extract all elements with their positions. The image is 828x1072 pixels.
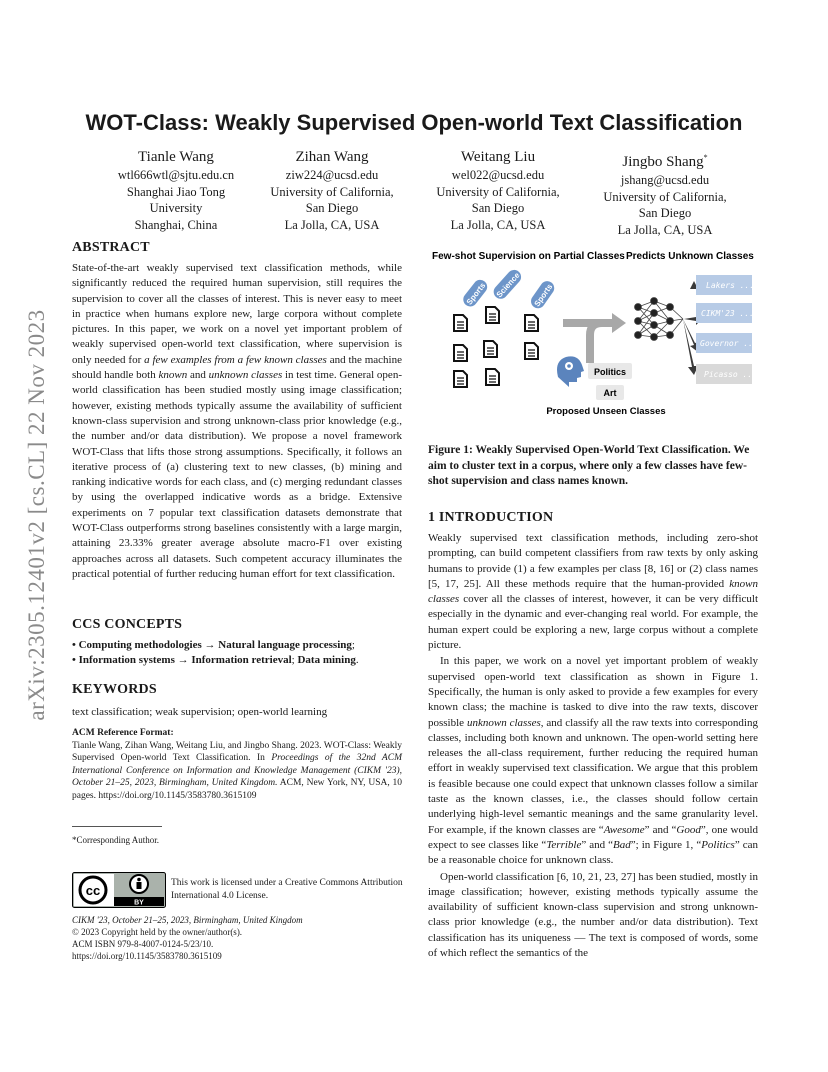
author-affil: University of California, bbox=[603, 189, 727, 204]
isbn: ACM ISBN 979-8-4007-0124-5/23/10. bbox=[72, 939, 214, 949]
cc-by-badge[interactable] bbox=[72, 872, 166, 908]
footnote-rule bbox=[72, 826, 162, 827]
conference-info bbox=[72, 914, 402, 962]
figure-label-left: Few-shot Supervision on Partial Classes bbox=[432, 251, 625, 262]
output-box bbox=[696, 275, 754, 295]
reference-text: Tianle Wang, Zihan Wang, Weitang Liu, and Jingbo Shang. 2023. WOT-Class: Weakly Supervised Open-world Text Classification. In Proceedings of the 32nd ACM International Conference on Information and Knowledge Management (CIKM '23), October 21–25, 2023, Birmingham, United Kingdom. ACM, New York, NY, USA, 10 pages. https://doi.org/10.1145/3583780.3615109 bbox=[72, 740, 403, 801]
author-name: Weitang Liu bbox=[460, 149, 536, 165]
intro-paragraph: In this paper, we work on a novel yet important problem of weakly supervised open-world text classification as shown in Figure 1. Specifically, the human is only asked to provide a few examples for every known class; the machine is tasked to dive into the raw texts, discover possible unknown classes, and classify all the raw texts into corresponding classes, including both known and unknown. The open-world setting here releases the all-class requirement, further reducing the required human effort in weakly supervised text classification. We argue that this problem is feasible because one could expect that unknown classes follow a similar taste as the known classes, i.e., the classes should follow certain underlying high-level semantic meanings and the same granularity level. For example, if the known classes are “Awesome” and “Good”, one would expect to see classes like “Terrible” and “Bad”; in Figure 1, “Politics” can be a reasonable choice for unknown class. bbox=[428, 655, 759, 867]
footnote: *Corresponding Author. bbox=[72, 835, 159, 845]
tag-science bbox=[491, 267, 524, 302]
author-affil: La Jolla, CA, USA bbox=[450, 217, 546, 232]
human-head-icon bbox=[557, 356, 584, 387]
document-icon bbox=[486, 369, 499, 385]
keywords-section bbox=[72, 682, 402, 720]
author-block bbox=[96, 148, 256, 233]
document-icon bbox=[525, 315, 538, 331]
license-text: This work is licensed under a Creative Commons Attribution International 4.0 License. bbox=[171, 878, 403, 901]
arxiv-stamp bbox=[22, 275, 52, 755]
conference-venue: CIKM '23, October 21–25, 2023, Birmingham, United Kingdom bbox=[72, 915, 303, 925]
doi-link[interactable]: https://doi.org/10.1145/3583780.3615109 bbox=[72, 951, 222, 961]
author-affil: La Jolla, CA, USA bbox=[284, 217, 380, 232]
reference-heading: ACM Reference Format: bbox=[72, 728, 174, 738]
author-affil: San Diego bbox=[638, 206, 692, 220]
document-icon bbox=[486, 307, 499, 323]
output-box bbox=[696, 333, 758, 353]
svg-text:Lakers ...: Lakers ... bbox=[706, 281, 755, 290]
author-block bbox=[585, 148, 745, 238]
author-name: Tianle Wang bbox=[138, 149, 214, 165]
document-icons bbox=[454, 307, 538, 387]
document-icon bbox=[525, 343, 538, 359]
ccs-line: • Information systems → Information retrieval; Data mining. bbox=[72, 654, 359, 667]
svg-text:Art: Art bbox=[603, 388, 617, 398]
author-block bbox=[418, 148, 578, 233]
intro-paragraph: Open-world classification [6, 10, 21, 23, 27] has been studied, mostly in image classification; however, existing methods typically assume the availability of sufficient known-class supervision and strong unknown-class prior knowledge (e.g., the number and/or data distribution). Text classification has its uniqueness — The text is composed of words, some of which reflect the semantics of the bbox=[428, 870, 758, 960]
author-affil: University of California, bbox=[436, 184, 560, 199]
figure-1 bbox=[428, 245, 758, 425]
author-affil: San Diego bbox=[305, 201, 359, 215]
author-name: Jingbo Shang* bbox=[622, 153, 708, 170]
document-icon bbox=[454, 315, 467, 331]
author-affil: Shanghai Jiao Tong bbox=[126, 184, 226, 199]
introduction-heading: 1 INTRODUCTION bbox=[428, 510, 554, 525]
unseen-class-art bbox=[596, 385, 624, 400]
figure-1-diagram bbox=[428, 245, 758, 425]
by-text: BY bbox=[134, 899, 144, 907]
author-affil: La Jolla, CA, USA bbox=[617, 222, 713, 237]
arxiv-id: arXiv:2305.12401v2 [cs.CL] 22 Nov 2023 bbox=[24, 309, 49, 721]
cc-text: cc bbox=[85, 883, 101, 898]
abstract-text: State-of-the-art weakly supervised text classification methods, while significantly reduced the required human supervision, still requires the supervision to cover all the classes of interest. This is never easy to meet in practice when humans explore new, large corpora without complete pictures. In this paper, we work on a novel yet important problem of weakly supervised open-world text classification, where supervision is only needed for a few examples from a few known classes and the machine should handle both known and unknown classes in test time. General open-world classification has been studied mostly using image classification; however, existing methods typically assume the availability of sufficient known-class supervision and strong unknown-class prior knowledge (e.g., the number and/or data distribution). We propose a novel framework WOT-Class that lifts those strong assumptions. Specifically, it follows an iterative process of (a) clustering text to new classes, (b) mining and ranking indicative words for each class, and (c) merging redundant classes by using the overlapped indicative words as a bridge. Extensive experiments on 7 popular text classification datasets demonstrate that WOT-Class outperforms strong baselines consistently with a large margin, attaining 23.33% greater average absolute macro-F1 over existing approaches across all datasets. Such competent accuracy illuminates the practical potential of further reducing human effort for text classification. bbox=[72, 262, 402, 580]
svg-text:Picasso ...: Picasso ... bbox=[704, 370, 757, 379]
document-icon bbox=[454, 371, 467, 387]
author-block bbox=[252, 148, 412, 233]
svg-text:Sports: Sports bbox=[464, 281, 488, 307]
author-email: ziw224@ucsd.edu bbox=[285, 168, 379, 182]
merge-arrow-icon bbox=[563, 313, 626, 363]
paper-title: WOT-Class: Weakly Supervised Open-world Text Classification bbox=[85, 110, 743, 135]
keywords-heading: KEYWORDS bbox=[72, 682, 157, 697]
author-affil: University bbox=[149, 201, 203, 215]
ccs-line: • Computing methodologies → Natural language processing; bbox=[72, 639, 355, 651]
author-affil: University of California, bbox=[270, 184, 394, 199]
unseen-class-politics bbox=[588, 363, 632, 379]
cc-by-icon bbox=[72, 872, 166, 908]
svg-text:Governor ...: Governor ... bbox=[700, 339, 758, 348]
ccs-section bbox=[72, 617, 402, 669]
document-icon bbox=[454, 345, 467, 361]
figure-caption: Figure 1: Weakly Supervised Open-World Text Classification. We aim to cluster text in a corpus, where only a few classes have few-shot supervision and class names known. bbox=[428, 444, 750, 487]
abstract-heading: ABSTRACT bbox=[72, 240, 150, 255]
author-email: wel022@ucsd.edu bbox=[451, 168, 545, 182]
abstract-section bbox=[72, 240, 402, 582]
document-icon bbox=[484, 341, 497, 357]
unseen-classes-label: Proposed Unseen Classes bbox=[546, 406, 666, 417]
introduction-section bbox=[428, 510, 758, 961]
intro-paragraph: Weakly supervised text classification methods, including zero-shot prompting, can build competent classifiers from raw texts by only asking humans to provide (1) a few examples per class [8, 16] or (2) class names [5, 17, 25]. All these methods require that the human-provided known classes cover all the classes of interest, however, it can be very difficult especially in the dynamic and ever-changing real world. For example, the human expert could be exploring a new, large corpus without a complete picture. bbox=[428, 532, 758, 652]
svg-text:Politics: Politics bbox=[593, 367, 627, 377]
author-email: wtl666wtl@sjtu.edu.cn bbox=[117, 168, 235, 182]
output-box bbox=[696, 364, 757, 384]
copyright: © 2023 Copyright held by the owner/author(s). bbox=[72, 927, 243, 937]
author-affil: Shanghai, China bbox=[134, 217, 218, 232]
output-arrows bbox=[683, 281, 702, 375]
ccs-heading: CCS CONCEPTS bbox=[72, 617, 183, 632]
author-name: Zihan Wang bbox=[295, 149, 369, 165]
author-email: jshang@ucsd.edu bbox=[620, 173, 710, 187]
keywords-text: text classification; weak supervision; open-world learning bbox=[72, 706, 328, 718]
tag-sports bbox=[528, 278, 557, 311]
svg-text:Sports: Sports bbox=[532, 282, 555, 309]
tag-sports bbox=[460, 277, 490, 309]
neural-network-icon bbox=[635, 298, 684, 341]
author-affil: San Diego bbox=[471, 201, 525, 215]
svg-text:Science: Science bbox=[494, 270, 522, 300]
output-box bbox=[696, 303, 754, 323]
svg-text:CIKM'23 ...: CIKM'23 ... bbox=[701, 309, 754, 318]
figure-label-right: Predicts Unknown Classes bbox=[626, 251, 754, 262]
corresponding-marker: * bbox=[703, 153, 708, 162]
reference-section bbox=[72, 727, 402, 802]
